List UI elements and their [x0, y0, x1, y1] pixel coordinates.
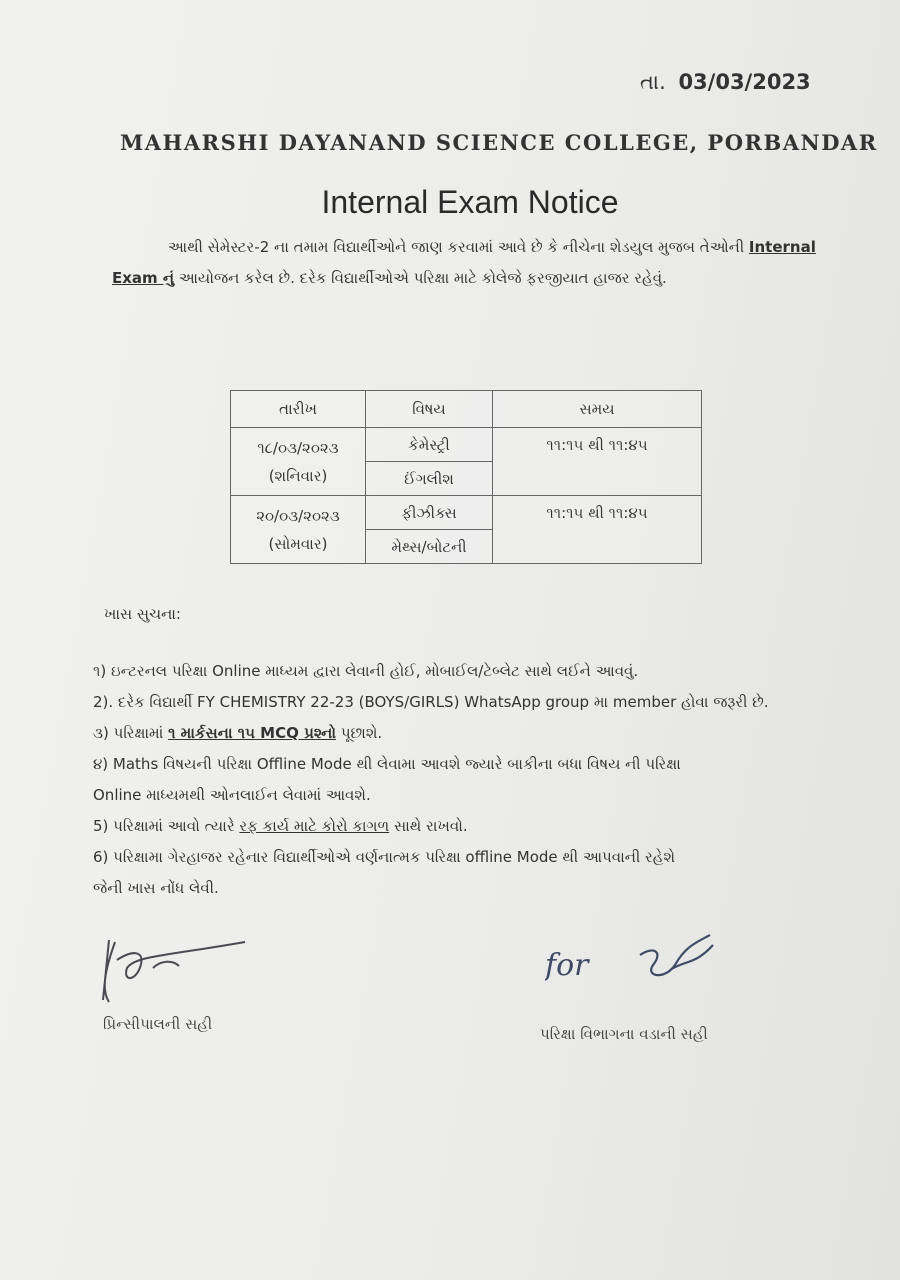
- header-subject: વિષય: [366, 391, 493, 428]
- header-date: તારીખ: [231, 391, 366, 428]
- notice-title: Internal Exam Notice: [321, 184, 619, 220]
- date-label: તા.: [640, 70, 666, 94]
- note-5-pre: 5) પરિક્ષામાં આવો ત્યારે: [93, 817, 240, 835]
- row2-date-cell: [231, 496, 366, 564]
- note-3-bold: ૧ માર્કસના ૧૫ MCQ પ્રશ્નો: [168, 724, 337, 742]
- row1-subject2: ઈંગલીશ: [366, 462, 493, 496]
- notes-list: [93, 656, 833, 904]
- row2-subject1: ફીઝીક્સ: [366, 496, 493, 530]
- note-2: 2). દરેક વિદ્યાર્થી FY CHEMISTRY 22-23 (BOYS/GIRLS) WhatsApp group મા member હોવા જરૂરી છે.: [93, 693, 769, 711]
- exam-head-signature-label: પરિક્ષા વિભાગના વડાની સહી: [540, 1025, 708, 1043]
- note-3-pre: ૩) પરિક્ષામાં: [93, 724, 169, 742]
- date-value: 03/03/2023: [678, 70, 811, 94]
- row1-date-cell: [231, 428, 366, 496]
- college-name: MAHARSHI DAYANAND SCIENCE COLLEGE, PORBANDAR: [120, 130, 878, 155]
- note-5-underlined: રફ કાર્ય માટે કોરો કાગળ: [239, 817, 390, 835]
- row2-subject2: મેથ્સ/બોટની: [366, 530, 493, 564]
- exam-schedule-table: [230, 390, 702, 564]
- notes-heading: ખાસ સુચના:: [104, 605, 181, 623]
- row2-date: ૨૦/૦૩/૨૦૨૩: [256, 506, 340, 525]
- row1-day: (શનિવાર): [268, 466, 328, 485]
- note-5-post: સાથે રાખવો.: [389, 817, 468, 835]
- intro-bold: Internal Exam નું: [112, 238, 816, 287]
- intro-paragraph: [112, 232, 832, 294]
- principal-signature: [95, 930, 265, 1015]
- intro-part1: આથી સેમેસ્ટર-2 ના તમામ વિદ્યાર્થીઓને જાણ કરવામાં આવે છે કે નીચેના શેડયુલ મુજબ તેઓની: [168, 238, 749, 256]
- note-3-post: પૂછાશે.: [336, 724, 383, 742]
- intro-part2: આયોજન કરેલ છે. દરેક વિદ્યાર્થીઓએ પરિક્ષા માટે કોલેજે ફરજીયાત હાજર રહેવું.: [174, 269, 667, 287]
- note-1: ૧) ઇન્ટરનલ પરિક્ષા Online માધ્યમ દ્વારા લેવાની હોઈ, મોબાઈલ/ટેબ્લેટ સાથે લઈને આવવું.: [93, 662, 639, 680]
- signature-for-text: for: [545, 948, 589, 983]
- notice-date: [640, 70, 811, 95]
- note-4-line2: Online માધ્યમથી ઓનલાઈન લેવામાં આવશે.: [93, 786, 371, 804]
- note-5: [93, 811, 833, 842]
- header-time: સમય: [493, 391, 702, 428]
- principal-signature-label: પ્રિન્સીપાલની સહી: [103, 1015, 213, 1033]
- row1-date: ૧૮/૦૩/૨૦૨૩: [257, 438, 339, 457]
- table-row: [231, 428, 702, 462]
- note-3: [93, 718, 833, 749]
- note-4-line1: ૪) Maths વિષયની પરિક્ષા Offline Mode થી લેવામા આવશે જ્યારે બાકીના બધા વિષય ની પરિક્ષા: [93, 755, 681, 773]
- note-6-line1: 6) પરિક્ષામા ગેરહાજર રહેનાર વિદ્યાર્થીઓએ વર્ણનાત્મક પરિક્ષા offline Mode થી આપવાની રહેશે: [93, 848, 676, 866]
- row2-day: (સોમવાર): [268, 534, 328, 553]
- row2-time: ૧૧:૧૫ થી ૧૧:૪૫: [493, 496, 702, 564]
- exam-head-signature: [545, 925, 735, 1005]
- table-row: [231, 496, 702, 530]
- table-header-row: [231, 391, 702, 428]
- note-6-line2: જેની ખાસ નોંધ લેવી.: [93, 879, 219, 897]
- row1-time: ૧૧:૧૫ થી ૧૧:૪૫: [493, 428, 702, 496]
- row1-subject1: કેમેસ્ટ્રી: [366, 428, 493, 462]
